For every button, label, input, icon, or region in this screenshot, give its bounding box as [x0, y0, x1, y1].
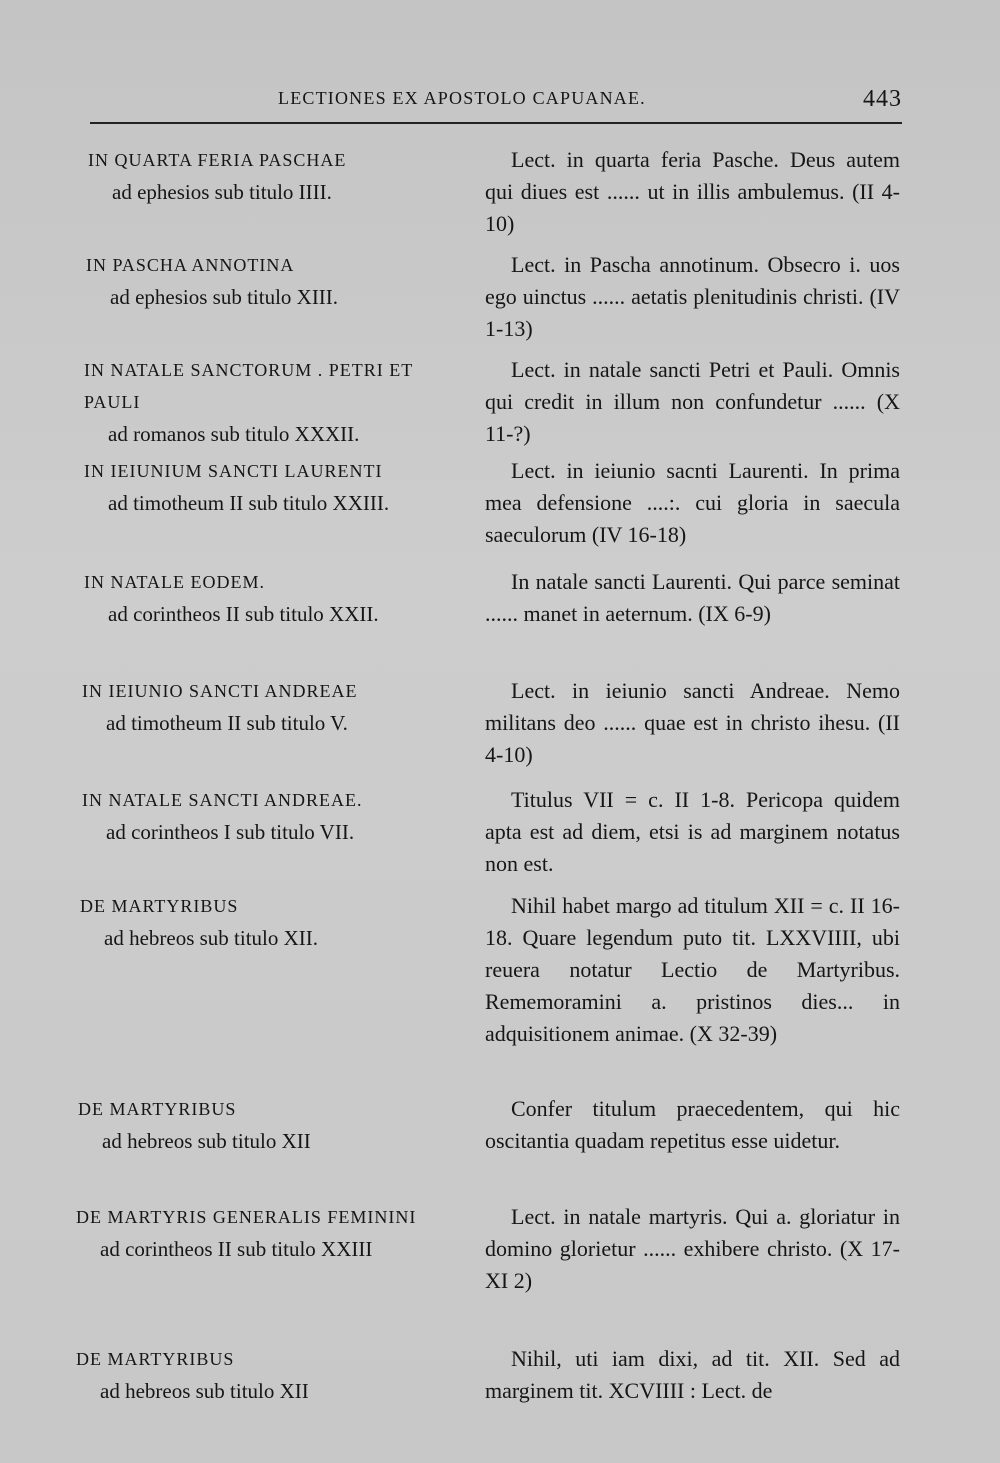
lection-note	[485, 1093, 900, 1157]
lection-reference: ad romanos sub titulo XXXII.	[108, 422, 360, 446]
lection-reference: ad hebreos sub titulo XII.	[104, 926, 319, 950]
lection-note-text: Confer titulum praecedentem, qui hic oscitantia quadam repetitus esse uidetur.	[485, 1096, 900, 1153]
lection-heading: IN QUARTA FERIA PASCHAE	[88, 150, 347, 170]
lection-note	[485, 249, 900, 345]
lection-heading: DE MARTYRIBUS	[80, 896, 239, 916]
lection-reference: ad corintheos II sub titulo XXIII	[100, 1237, 373, 1261]
lection-note	[485, 1343, 900, 1407]
lection-label	[76, 1201, 448, 1265]
lection-note-text: Titulus VII = c. II 1-8. Pericopa quidem apta est ad diem, etsi is ad marginem notatus non est.	[485, 787, 900, 876]
lection-note-text: Lect. in Pascha annotinum. Obsecro i. uos ego uinctus ...... aetatis plenitudinis christi. (IV 1-13)	[485, 252, 900, 341]
lection-heading: DE MARTYRIS GENERALIS FEMININI	[76, 1207, 417, 1227]
lection-note	[485, 455, 900, 551]
lection-reference: ad ephesios sub titulo IIII.	[112, 180, 332, 204]
lection-label	[82, 675, 454, 739]
lection-note-text: Lect. in ieiunio sancti Andreae. Nemo militans deo ...... quae est in christo ihesu. (II 4-10)	[485, 678, 900, 767]
lection-heading: IN NATALE SANCTORUM . PETRI ET PAULI	[84, 360, 413, 412]
lection-label	[86, 249, 458, 313]
lection-reference: ad corintheos I sub titulo VII.	[106, 820, 355, 844]
page-number: 443	[863, 86, 902, 112]
lection-reference: ad hebreos sub titulo XII	[102, 1129, 311, 1153]
lection-label	[84, 455, 456, 519]
lection-heading: DE MARTYRIBUS	[76, 1349, 235, 1369]
lection-note-text: Nihil, uti iam dixi, ad tit. XII. Sed ad marginem tit. XCVIIII : Lect. de	[485, 1346, 900, 1403]
lection-label	[82, 784, 454, 848]
lection-reference: ad timotheum II sub titulo XXIII.	[108, 491, 390, 515]
lection-heading: IN PASCHA ANNOTINA	[86, 255, 295, 275]
lection-reference: ad timotheum II sub titulo V.	[106, 711, 348, 735]
running-head	[90, 88, 902, 118]
lection-note	[485, 144, 900, 240]
lection-note	[485, 354, 900, 450]
lection-note	[485, 784, 900, 880]
lection-note-text: In natale sancti Laurenti. Qui parce seminat ...... manet in aeternum. (IX 6-9)	[485, 569, 900, 626]
lection-note-text: Lect. in quarta feria Pasche. Deus autem qui diues est ...... ut in illis ambulemus. (II 4-10)	[485, 147, 900, 236]
lection-note	[485, 566, 900, 630]
lection-heading: IN IEIUNIUM SANCTI LAURENTI	[84, 461, 383, 481]
lection-note-text: Lect. in natale sancti Petri et Pauli. Omnis qui credit in illum non confundetur ...... (X 11-?)	[485, 357, 900, 446]
lection-reference: ad hebreos sub titulo XII	[100, 1379, 309, 1403]
lection-note-text: Lect. in ieiunio sacnti Laurenti. In prima mea defensione ....:. cui gloria in saecula saeculorum (IV 16-18)	[485, 458, 900, 547]
lection-heading: IN NATALE EODEM.	[84, 572, 266, 592]
lection-label	[88, 144, 460, 208]
header-rule	[90, 122, 902, 124]
lection-note-text: Nihil habet margo ad titulum XII = c. II 16-18. Quare legendum puto tit. LXXVIIII, ubi reuera notatur Lectio de Martyribus. Rememoramini a. pristinos dies... in adquisitionem animae. (X 32-39)	[485, 893, 900, 1046]
lection-note	[485, 675, 900, 771]
lection-note-text: Lect. in natale martyris. Qui a. gloriatur in domino glorietur ...... exhibere christo. (X 17-XI 2)	[485, 1204, 900, 1293]
lection-reference: ad ephesios sub titulo XIII.	[110, 285, 339, 309]
lection-heading: DE MARTYRIBUS	[78, 1099, 237, 1119]
lection-heading: IN IEIUNIO SANCTI ANDREAE	[82, 681, 358, 701]
running-title: LECTIONES EX APOSTOLO CAPUANAE.	[278, 88, 646, 108]
lection-heading: IN NATALE SANCTI ANDREAE.	[82, 790, 363, 810]
lection-note	[485, 1201, 900, 1297]
lection-reference: ad corintheos II sub titulo XXII.	[108, 602, 379, 626]
lection-note	[485, 890, 900, 1050]
lection-label	[76, 1343, 448, 1407]
lection-label	[84, 354, 456, 450]
lection-label	[84, 566, 456, 630]
lection-label	[80, 890, 452, 954]
lection-label	[78, 1093, 450, 1157]
